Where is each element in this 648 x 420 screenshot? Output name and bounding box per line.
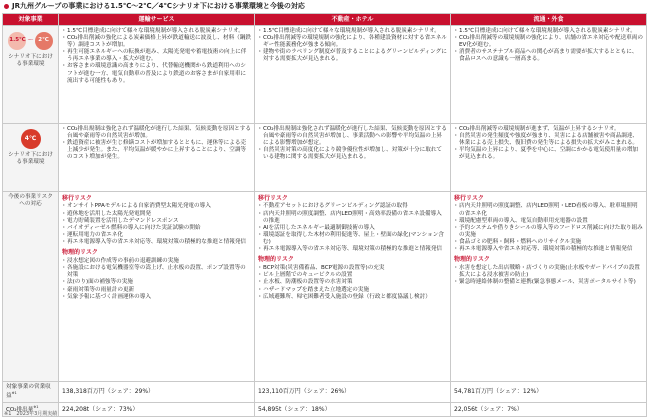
bullet: ・ 再エネ電源導入等の省エネ対応等、環境対策の積極的な推進と情報発信	[62, 239, 251, 246]
row-scenario-4	[3, 123, 647, 191]
bullet: ・ 不動産アセットにおけるグリーンビルディング認証の取得	[258, 203, 447, 210]
bullet: ・ 店内天井照明の照度調整、店内LED照明・LED看板の導入、駐車場照明の省エネ化	[454, 203, 643, 217]
cell-response-transport	[59, 191, 255, 381]
bullet: ・ 広域避難所、帰宅困難者受入施設の登録（行政と都度協議し検討）	[258, 294, 447, 301]
bullet: ・ AIを活用したエネルギー最適制御技術の導入	[258, 225, 447, 232]
cell-s4-retail	[451, 123, 647, 191]
cell-s15-transport	[59, 25, 255, 123]
bullet: ・ CO₂排出削減等の環境規制の強化により、店舗の省エネ対応や配送車両のEV化が進む。	[454, 35, 643, 49]
bullet: ・ CO₂排出規制は強化されず温暖化が進行した結果、気候変動を原因とする台風や豪雨等の自然災害が増加し、事業活動への影響や平均気温の上昇による影響増加が想定。	[258, 126, 447, 147]
bullet: ・ 平均気温の上昇により、夏季を中心に、空調にかかる電気使用量の増加が見込まれる。	[454, 147, 643, 161]
temp-circles-15-2	[6, 30, 55, 52]
row-head-scenario-4	[3, 123, 59, 191]
row-response	[3, 191, 647, 381]
transition-risk-title: 移行リスク	[454, 194, 484, 202]
bullet: ・ 再エネ電源導入や省エネ対応等、環境対策の積極的な推進と情報発信	[454, 246, 643, 253]
bullet: ・ ハザードマップを踏まえた立地選定の実施	[258, 287, 447, 294]
header-row	[3, 14, 647, 26]
physical-list	[62, 258, 251, 301]
bullet: ・ 予約システムや借りきシールの導入等のフードロス削減に向けた取り組みの実施	[454, 225, 643, 239]
cell-s4-transport	[59, 123, 255, 191]
row-head-response	[3, 191, 59, 381]
bullet: ・ 気象予報に基づく計画運休の導入	[62, 294, 251, 301]
bullet: ・ ビル上層階でのキュービクルの設置	[258, 272, 447, 279]
co2-retail: 22,056t（シェア：7%）	[451, 402, 647, 416]
physical-list	[258, 265, 447, 301]
title-bullet-icon	[4, 4, 9, 9]
bullet: ・ 環境配慮型車両の導入、電気自動車用充電器の設置	[454, 218, 643, 225]
row-sales	[3, 381, 647, 402]
physical-list	[454, 265, 643, 286]
bullet: ・ 豪雨対策等の雨量計の更新	[62, 287, 251, 294]
row-head-co2: CO₂排出量$^{※1}$	[3, 402, 59, 416]
bullet: ・ 止水板、防潮板の設置等の水害対策	[258, 279, 447, 286]
bullet: ・ 1.5℃目標達成に向けて様々な環境規制が導入される脱炭素シナリオ。	[454, 28, 643, 35]
cell-s15-realestate	[255, 25, 451, 123]
bullet: ・ 水害を想定した出店戦略・店づくりの実施(止水板やガードパイプの設置拡大による浸水被害の防止)	[454, 265, 643, 279]
sales-realestate: 123,110百万円（シェア：26%）	[255, 381, 451, 402]
bullet: ・ 緊急時連絡体制の整備と連携(緊急事態メール、災害ポータルサイト等)	[454, 279, 643, 286]
physical-risk-title: 物理的リスク	[454, 256, 490, 264]
bullet: ・ 遊休地を活用した太陽光発電開発	[62, 211, 251, 218]
cell-response-realestate	[255, 191, 451, 381]
sales-retail: 54,781百万円（シェア：12%）	[451, 381, 647, 402]
row-scenario-15	[3, 25, 647, 123]
header-retail: 流通・外食	[451, 14, 647, 26]
scenario-table	[2, 13, 647, 417]
row-head-sales: 対象事業の営業収益$^{※1}$	[3, 381, 59, 402]
temp-range-arrow: ～	[27, 36, 34, 44]
temp-1-5-icon: 1.5℃	[8, 32, 26, 50]
bullet: ・ 建物や街のラベリング制度が普及することによるグリーンビルディングに対する需要拡大が見込まれる。	[258, 49, 447, 63]
bullet: ・ 電力貯蔵装置を活用したデマンドレスポンス	[62, 218, 251, 225]
bullet: ・ 運転用電力の省エネ化	[62, 232, 251, 239]
bullet: ・ バイオディーゼル燃料の導入に向けた実証試験の開始	[62, 225, 251, 232]
bullet: ・ CO₂排出削減等の環境規制が進まず、気温が上昇するシナリオ。	[454, 126, 643, 133]
bullet: ・ CO₂排出削減等の環境規制の強化により、各種建設資材に対する省エネルギー性能義務化が強まる傾向。	[258, 35, 447, 49]
transition-risk-title: 移行リスク	[62, 194, 92, 202]
bullet: ・ オンサイトPPAモデルによる自家消費型太陽光発電の導入	[62, 203, 251, 210]
page-title	[4, 2, 305, 11]
bullet: ・ 浸水想定図の作成等の事前の退避訓練の実施	[62, 258, 251, 265]
bullet: ・ 各施設における電気機器室等の嵩上げ、止水板の設置、ポンプ設置等の対策	[62, 265, 251, 279]
transition-list	[62, 203, 251, 246]
cell-response-retail	[451, 191, 647, 381]
bullet: ・ 消費者のサステナブル商品への関心が高まり需要が拡大するとともに、食品ロスへの意識も一層高まる。	[454, 49, 643, 63]
co2-realestate: 54,895t（シェア：18%）	[255, 402, 451, 416]
bullet: ・ お客さまの環境意識の高まりにより、代替輸送機関から鉄道利用へのシフトが進む一方、電気自動車の普及により鉄道のお客さまが自家用車に流出する可能性もあり。	[62, 63, 251, 84]
bullet: ・ 自然災害の発生頻度や強度が強まり、災害による店舗被害や商品調達、休業による売上損失、復旧費の発生等による損失の拡大がみこまれる。	[454, 133, 643, 147]
bullet: ・ 法(のり)面の補強等の実施	[62, 279, 251, 286]
bullet: ・ BCP対策(災害備蓄品、BCP電源の設置等)の充実	[258, 265, 447, 272]
co2-transport: 224,208t（シェア：73%）	[59, 402, 255, 416]
bullet: ・ 自然災害対策の高度化により競争優位性が増加し、対策が十分に取れている建物に関する需要拡大が見込まれる。	[258, 147, 447, 161]
bullet: ・ 環境認証を取得した木材の利用促進等、屋上・壁面の緑化(マンション含む)	[258, 232, 447, 246]
bullet: ・ 再生可能エネルギーへの転換が進み、太陽光発電や蓄電技術の向上に伴う再エネ事業の導入・拡大が進む。	[62, 49, 251, 63]
header-target-business: 対象事業	[3, 14, 59, 26]
temp-circles-4	[6, 128, 55, 150]
cell-s4-realestate	[255, 123, 451, 191]
physical-risk-title: 物理的リスク	[62, 249, 98, 257]
bullet: ・ 食品ゴミの肥料・飼料・燃料へのリサイクル実施	[454, 239, 643, 246]
temp-2-icon: 2℃	[35, 32, 53, 50]
sales-transport: 138,318百万円（シェア：29%）	[59, 381, 255, 402]
bullet: ・ 1.5℃目標達成に向けて様々な環境規制が導入される脱炭素シナリオ。	[62, 28, 251, 35]
bullet: ・ 1.5℃目標達成に向けて様々な環境規制が導入される脱炭素シナリオ。	[258, 28, 447, 35]
row-head-scenario-15	[3, 25, 59, 123]
bullet: ・ 店内天井照明の照度調整、店内LED照明・高効率設備の省エネ設備導入の推進	[258, 211, 447, 225]
cell-s15-retail	[451, 25, 647, 123]
temp-4-icon: 4℃	[21, 129, 41, 149]
row-co2	[3, 402, 647, 416]
bullet: ・ CO₂排出規制は強化されず温暖化が進行した結果、気候変動を原因とする台風や豪雨等の自然災害が増加。	[62, 126, 251, 140]
header-realestate: 不動産・ホテル	[255, 14, 451, 26]
bullet: ・ CO₂排出削減の強化による炭素価格上昇が鉄道輸送に波及し、材料（鋼鉄等）調達コストが増加。	[62, 35, 251, 49]
row-label-response: 今後の事業リスクへの対応	[8, 193, 53, 207]
header-transport: 運輸サービス	[59, 14, 255, 26]
transition-risk-title: 移行リスク	[258, 194, 288, 202]
bullet: ・ 再エネ電源導入等の省エネ対応等、環境対策の積極的な推進と情報発信	[258, 246, 447, 253]
transition-list	[258, 203, 447, 253]
physical-risk-title: 物理的リスク	[258, 256, 294, 264]
transition-list	[454, 203, 643, 253]
footnote: ※1 2023年3月期実績	[4, 411, 58, 417]
row-label-scenario-15: シナリオ下における事業環境	[8, 53, 53, 67]
row-label-scenario-4: シナリオ下における事業環境	[8, 151, 53, 165]
bullet: ・ 鉄道資産に被害が生じ修繕コストが増加するとともに、運休等による売上減少が発生。また、平均気温が緩やかに上昇することにより、空調等のコスト増加が発生。	[62, 140, 251, 161]
page-title-text: JR九州グループの事業における1.5℃～2℃／4℃シナリオ下における事業環境と今後の対応	[12, 2, 305, 10]
